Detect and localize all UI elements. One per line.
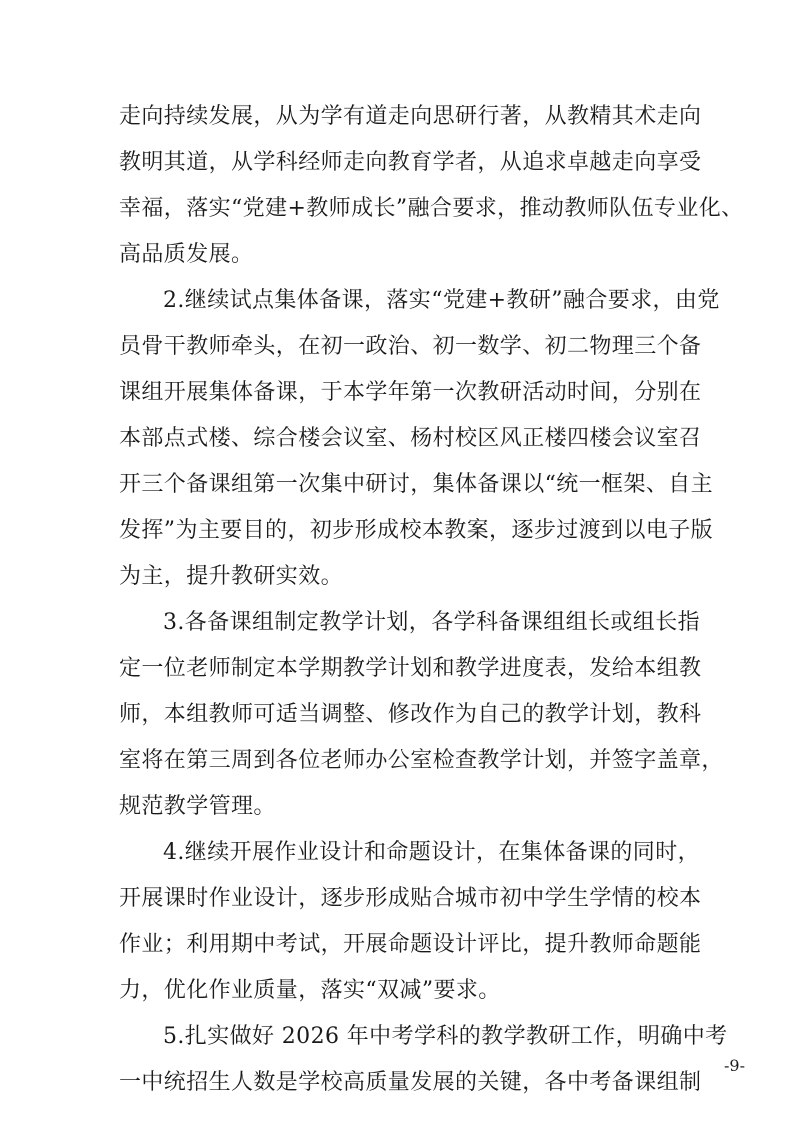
text-line-22: 一中统招生人数是学校高质量发展的关键，各中考备课组制 bbox=[119, 1070, 702, 1095]
page-number: -9- bbox=[724, 1056, 745, 1075]
text-line-15: 室将在第三周到各位老师办公室检查教学计划，并签字盖章， bbox=[119, 748, 724, 773]
text-line-20: 力，优化作业质量，落实“双减”要求。 bbox=[119, 978, 501, 1003]
text-line-16: 规范教学管理。 bbox=[119, 794, 276, 819]
text-line-12: 3.各备课组制定教学计划，各学科备课组组长或组长指 bbox=[163, 610, 700, 635]
text-line-6: 员骨干教师牵头，在初一政治、初一数学、初二物理三个备 bbox=[119, 334, 702, 359]
text-line-19: 作业；利用期中考试，开展命题设计评比，提升教师命题能 bbox=[119, 932, 702, 957]
text-line-9: 开三个备课组第一次集中研讨，集体备课以“统一框架、自主 bbox=[119, 472, 714, 497]
text-line-8: 本部点式楼、综合楼会议室、杨村校区风正楼四楼会议室召 bbox=[119, 426, 702, 451]
text-line-14: 师，本组教师可适当调整、修改作为自己的教学计划，教科 bbox=[119, 702, 702, 727]
text-line-21: 5.扎实做好 2026 年中考学科的教学教研工作，明确中考 bbox=[163, 1024, 728, 1049]
text-line-4: 高品质发展。 bbox=[119, 242, 254, 267]
text-line-1: 走向持续发展，从为学有道走向思研行著，从教精其术走向 bbox=[119, 104, 702, 129]
text-line-18: 开展课时作业设计，逐步形成贴合城市初中学生学情的校本 bbox=[119, 886, 702, 911]
text-line-2: 教明其道，从学科经师走向教育学者，从追求卓越走向享受 bbox=[119, 150, 702, 175]
text-line-7: 课组开展集体备课，于本学年第一次教研活动时间，分别在 bbox=[119, 380, 702, 405]
text-line-10: 发挥”为主要目的，初步形成校本教案，逐步过渡到以电子版 bbox=[119, 518, 714, 543]
text-line-3: 幸福，落实“党建+教师成长”融合要求，推动教师队伍专业化、 bbox=[119, 196, 744, 221]
text-line-5: 2.继续试点集体备课，落实“党建+教研”融合要求，由党 bbox=[163, 288, 720, 313]
text-line-17: 4.继续开展作业设计和命题设计，在集体备课的同时， bbox=[163, 840, 700, 865]
text-line-13: 定一位老师制定本学期教学计划和教学进度表，发给本组教 bbox=[119, 656, 702, 681]
text-line-11: 为主，提升教研实效。 bbox=[119, 564, 344, 589]
